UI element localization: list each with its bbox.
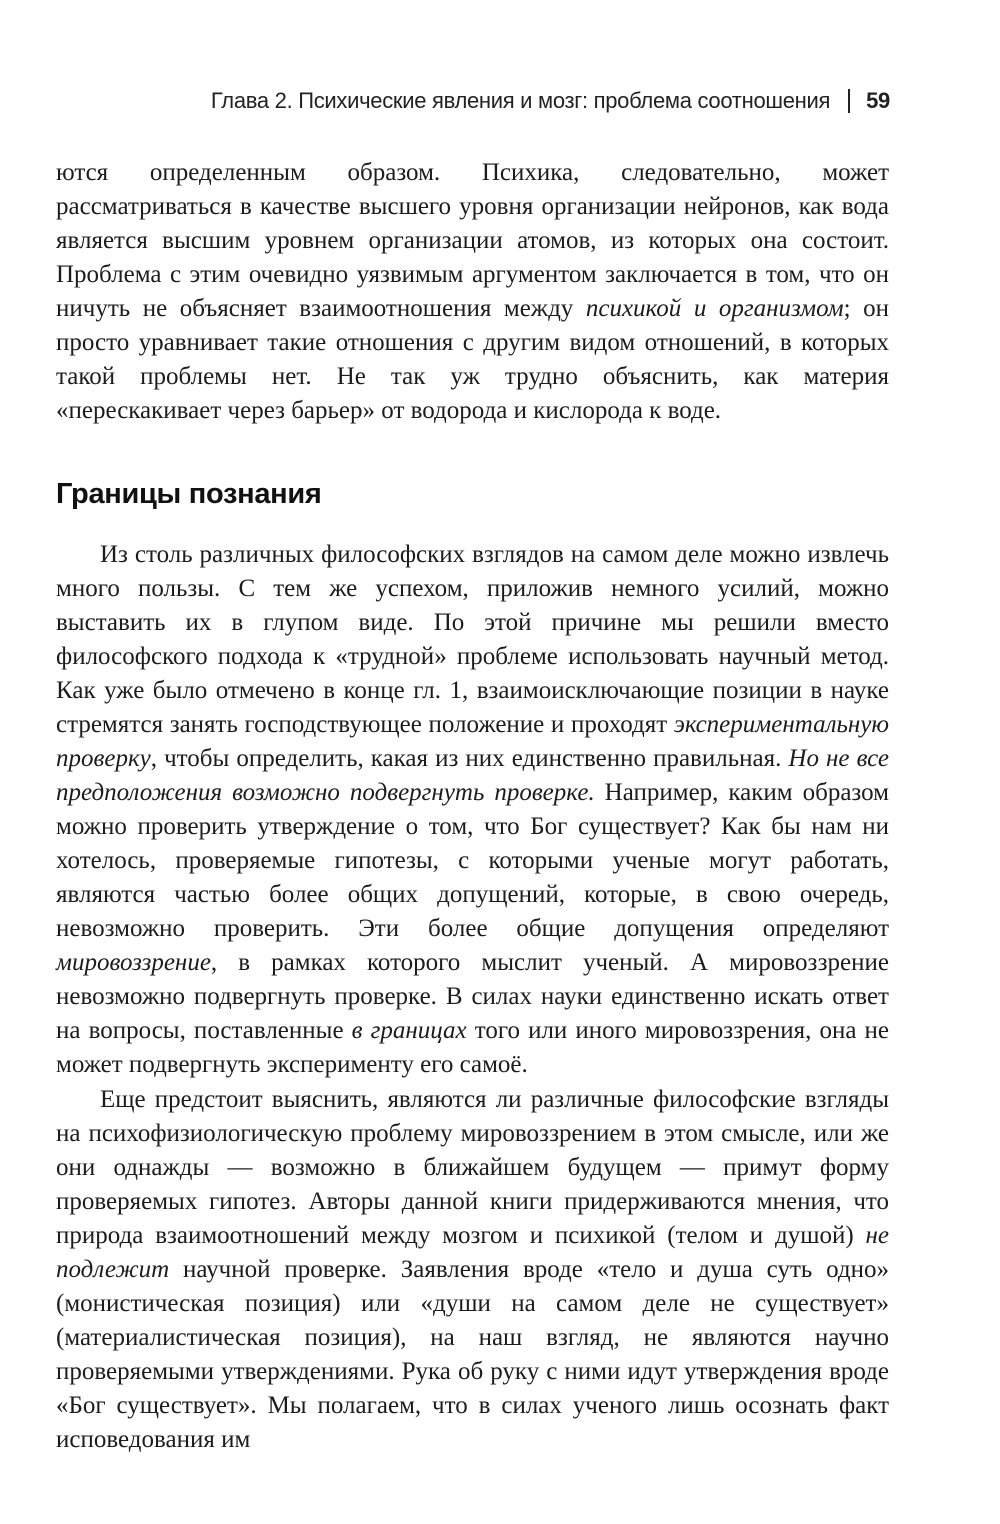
text-run: , в рамках которого мыслит ученый. А мировоззрение невозможно подвергнуть проверке. В силах науки единственно искать ответ на вопросы, поставленные bbox=[56, 949, 889, 1044]
text-run: , чтобы определить, какая из них единственно правильная. bbox=[150, 745, 789, 772]
paragraph-2 bbox=[56, 538, 889, 1082]
emphasis: Но не все предположения возможно подвергнуть проверке. bbox=[56, 745, 889, 806]
text-run: Из столь различных философских взглядов на самом деле можно извлечь много пользы. С тем же успехом, приложив немного усилий, можно выставить их в глупом виде. По этой причине мы решили вместо философского подхода к «трудной» проблеме использовать научный метод. Как уже было отмечено в конце гл. 1, взаимоисключающие позиции в науке стремятся занять господствующее положение и проходят bbox=[56, 541, 889, 738]
section-heading: Границы познания bbox=[56, 478, 322, 510]
page-number: 59 bbox=[866, 88, 890, 113]
text-run: ются определенным образом. Психика, следовательно, может рассматриваться в качестве высшего уровня организации нейронов, как вода является высшим уровнем организации атомов, из которых она состоит. Проблема с этим очевидно уязвимым аргументом заключается в том, что он ничуть не объясняет взаимоотношения между bbox=[56, 159, 889, 322]
emphasis: психикой и организмом bbox=[585, 295, 844, 322]
running-header bbox=[211, 88, 890, 114]
header-divider bbox=[848, 89, 850, 113]
emphasis: в границах bbox=[351, 1017, 467, 1044]
chapter-title: Глава 2. Психические явления и мозг: проблема соотношения bbox=[210, 88, 831, 113]
text-run: ; он просто уравнивает такие отношения с другим видом отношений, в которых такой проблемы нет. Не так уж трудно объяснить, как материя «перескакивает через барьер» от водорода и кислорода к воде. bbox=[56, 295, 889, 424]
text-run: того или иного мировоззрения, она не может подвергнуть эксперименту его самоё. bbox=[56, 1017, 889, 1078]
text-run: Например, каким образом можно проверить утверждение о том, что Бог существует? Как бы нам ни хотелось, проверяемые гипотезы, с которыми ученые могут работать, являются частью более общих допущений, которые, в свою очередь, невозможно проверить. Эти более общие допущения определяют bbox=[56, 779, 889, 942]
emphasis: не подлежит bbox=[56, 1222, 889, 1283]
text-run: Еще предстоит выяснить, являются ли различные философские взгляды на психофизиологическую проблему мировоззрением в этом смысле, или же они однажды — возможно в ближайшем будущем — примут форму проверяемых гипотез. Авторы данной книги придерживаются мнения, что природа взаимоотношений между мозгом и психикой (телом и душой) bbox=[56, 1086, 889, 1249]
text-run: научной проверке. Заявления вроде «тело и душа суть одно» (монистическая позиция) или «души на самом деле не существует» (материалистическая позиция), на наш взгляд, не являются научно проверяемыми утверждениями. Рука об руку с ними идут утверждения вроде «Бог существует». Мы полагаем, что в силах ученого лишь осознать факт исповедования им bbox=[56, 1256, 889, 1453]
emphasis: мировоззрение bbox=[56, 949, 211, 976]
emphasis: экспериментальную проверку bbox=[56, 711, 889, 772]
paragraph-1 bbox=[56, 156, 889, 428]
paragraph-3 bbox=[56, 1083, 889, 1457]
